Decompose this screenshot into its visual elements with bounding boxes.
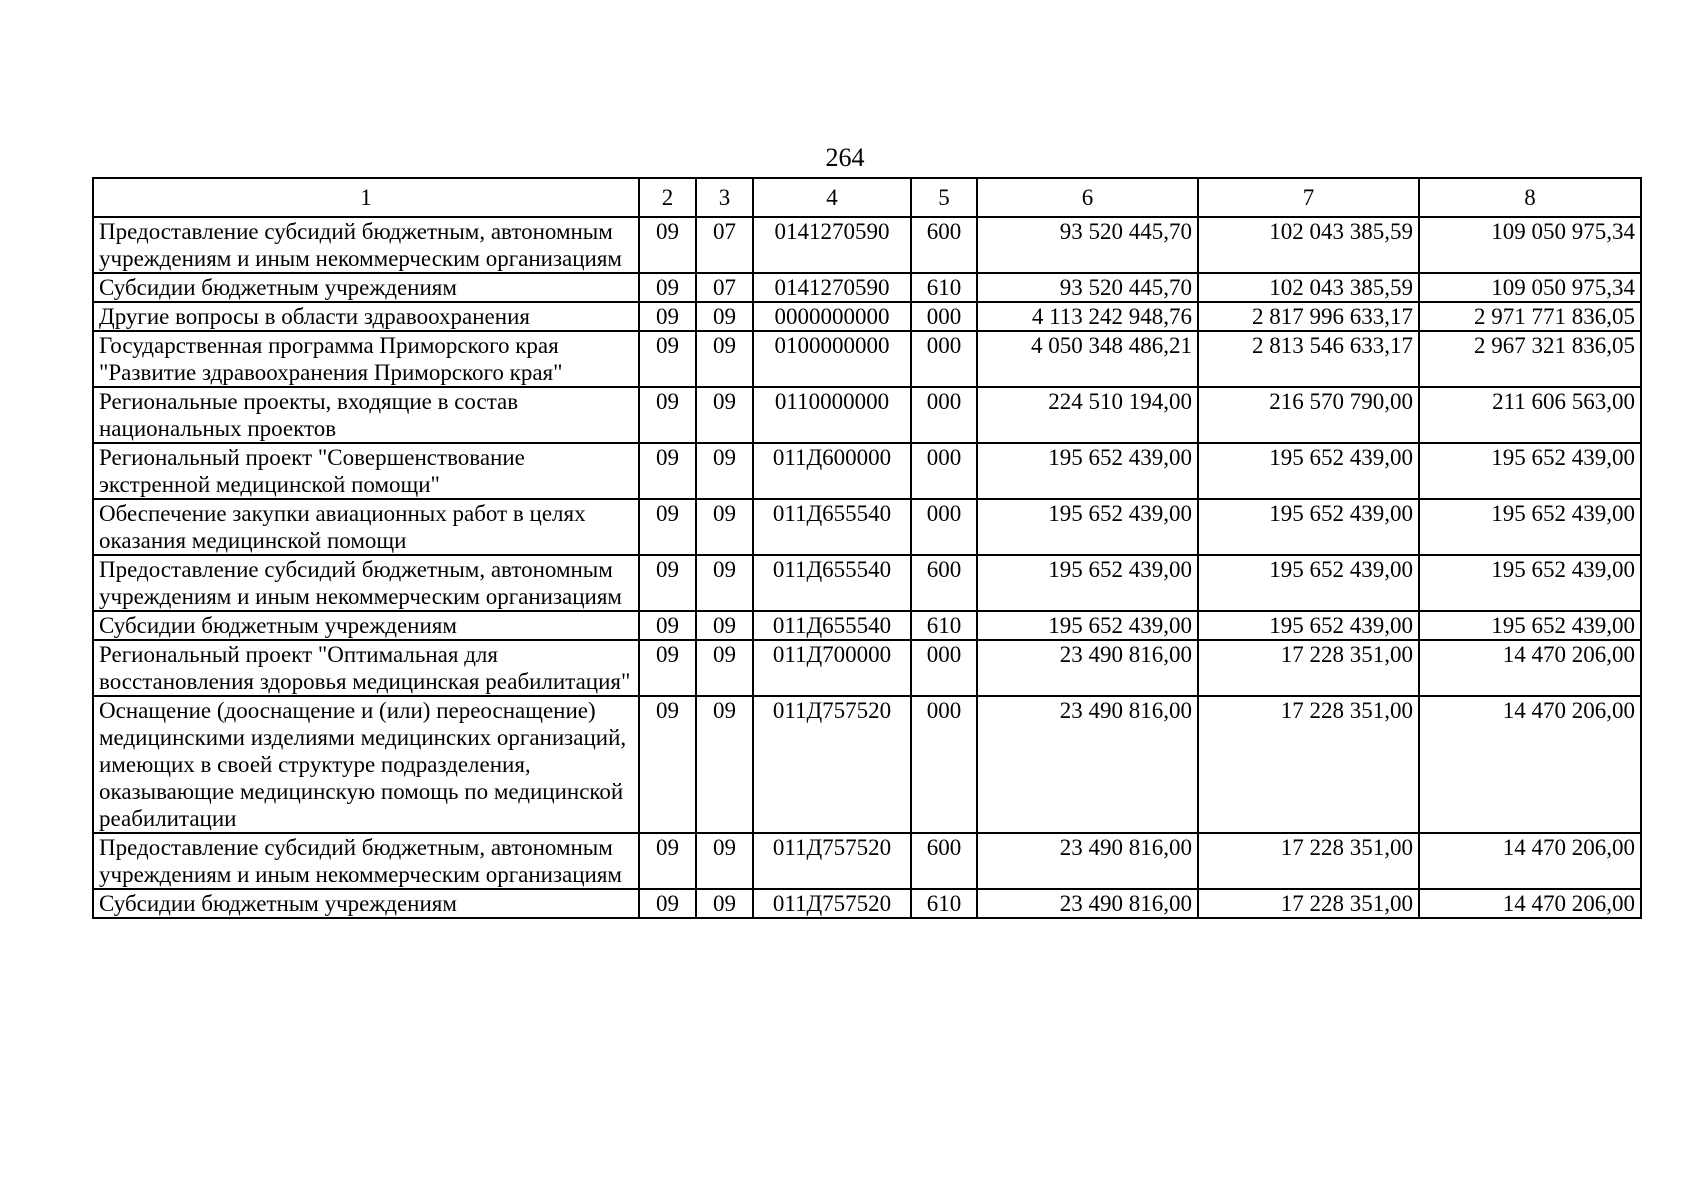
- expense-type-code: 610: [911, 273, 977, 302]
- amount-col-7: 102 043 385,59: [1198, 217, 1419, 273]
- table-row: [93, 555, 1641, 611]
- amount-col-6: 93 520 445,70: [977, 273, 1198, 302]
- amount-col-8: 109 050 975,34: [1419, 273, 1641, 302]
- target-article-code: 0000000000: [753, 302, 911, 331]
- column-header: 7: [1198, 178, 1419, 217]
- column-header: 3: [696, 178, 753, 217]
- amount-col-6: 23 490 816,00: [977, 889, 1198, 918]
- amount-col-7: 195 652 439,00: [1198, 499, 1419, 555]
- amount-col-8: 2 967 321 836,05: [1419, 331, 1641, 387]
- target-article-code: 011Д700000: [753, 640, 911, 696]
- subsection-code: 09: [696, 833, 753, 889]
- table-row: [93, 331, 1641, 387]
- expense-type-code: 610: [911, 889, 977, 918]
- section-code: 09: [639, 611, 696, 640]
- table-row: [93, 833, 1641, 889]
- table-row: [93, 696, 1641, 833]
- table-body: [93, 217, 1641, 918]
- expense-type-code: 000: [911, 302, 977, 331]
- section-code: 09: [639, 302, 696, 331]
- amount-col-6: 224 510 194,00: [977, 387, 1198, 443]
- target-article-code: 011Д655540: [753, 611, 911, 640]
- amount-col-7: 102 043 385,59: [1198, 273, 1419, 302]
- target-article-code: 011Д600000: [753, 443, 911, 499]
- amount-col-7: 216 570 790,00: [1198, 387, 1419, 443]
- subsection-code: 09: [696, 889, 753, 918]
- amount-col-7: 2 817 996 633,17: [1198, 302, 1419, 331]
- target-article-code: 0141270590: [753, 273, 911, 302]
- subsection-code: 09: [696, 331, 753, 387]
- item-name: Государственная программа Приморского края "Развитие здравоохранения Приморского края": [93, 331, 639, 387]
- amount-col-7: 195 652 439,00: [1198, 555, 1419, 611]
- amount-col-7: 195 652 439,00: [1198, 611, 1419, 640]
- amount-col-6: 23 490 816,00: [977, 833, 1198, 889]
- expense-type-code: 600: [911, 555, 977, 611]
- amount-col-7: 195 652 439,00: [1198, 443, 1419, 499]
- table-row: [93, 443, 1641, 499]
- item-name: Предоставление субсидий бюджетным, автономным учреждениям и иным некоммерческим организациям: [93, 833, 639, 889]
- subsection-code: 09: [696, 387, 753, 443]
- amount-col-8: 195 652 439,00: [1419, 555, 1641, 611]
- expense-type-code: 600: [911, 833, 977, 889]
- table-row: [93, 387, 1641, 443]
- amount-col-7: 17 228 351,00: [1198, 696, 1419, 833]
- subsection-code: 09: [696, 443, 753, 499]
- item-name: Региональные проекты, входящие в состав национальных проектов: [93, 387, 639, 443]
- target-article-code: 011Д757520: [753, 889, 911, 918]
- column-header: 2: [639, 178, 696, 217]
- expense-type-code: 000: [911, 640, 977, 696]
- section-code: 09: [639, 217, 696, 273]
- amount-col-8: 14 470 206,00: [1419, 696, 1641, 833]
- table-row: [93, 611, 1641, 640]
- table-row: [93, 640, 1641, 696]
- amount-col-6: 93 520 445,70: [977, 217, 1198, 273]
- section-code: 09: [639, 273, 696, 302]
- expense-type-code: 000: [911, 331, 977, 387]
- amount-col-8: 195 652 439,00: [1419, 499, 1641, 555]
- page-number: 264: [825, 143, 865, 172]
- section-code: 09: [639, 443, 696, 499]
- column-header: 6: [977, 178, 1198, 217]
- item-name: Оснащение (дооснащение и (или) переоснащение) медицинскими изделиями медицинских организаций, имеющих в своей структуре подразделения, оказывающие медицинскую помощь по медицинской реабилитации: [93, 696, 639, 833]
- amount-col-8: 195 652 439,00: [1419, 611, 1641, 640]
- item-name: Субсидии бюджетным учреждениям: [93, 611, 639, 640]
- amount-col-8: 14 470 206,00: [1419, 889, 1641, 918]
- subsection-code: 09: [696, 640, 753, 696]
- amount-col-7: 2 813 546 633,17: [1198, 331, 1419, 387]
- section-code: 09: [639, 387, 696, 443]
- item-name: Субсидии бюджетным учреждениям: [93, 889, 639, 918]
- column-header: 5: [911, 178, 977, 217]
- amount-col-6: 195 652 439,00: [977, 611, 1198, 640]
- expense-type-code: 000: [911, 443, 977, 499]
- amount-col-8: 14 470 206,00: [1419, 833, 1641, 889]
- header-row: [93, 178, 1641, 217]
- section-code: 09: [639, 833, 696, 889]
- subsection-code: 09: [696, 302, 753, 331]
- subsection-code: 09: [696, 696, 753, 833]
- amount-col-7: 17 228 351,00: [1198, 889, 1419, 918]
- column-header: 4: [753, 178, 911, 217]
- target-article-code: 011Д655540: [753, 499, 911, 555]
- amount-col-6: 4 050 348 486,21: [977, 331, 1198, 387]
- table-row: [93, 302, 1641, 331]
- target-article-code: 011Д655540: [753, 555, 911, 611]
- section-code: 09: [639, 640, 696, 696]
- expense-type-code: 000: [911, 696, 977, 833]
- item-name: Субсидии бюджетным учреждениям: [93, 273, 639, 302]
- target-article-code: 011Д757520: [753, 833, 911, 889]
- item-name: Предоставление субсидий бюджетным, автономным учреждениям и иным некоммерческим организациям: [93, 217, 639, 273]
- section-code: 09: [639, 696, 696, 833]
- target-article-code: 0100000000: [753, 331, 911, 387]
- item-name: Другие вопросы в области здравоохранения: [93, 302, 639, 331]
- table-row: [93, 217, 1641, 273]
- amount-col-6: 23 490 816,00: [977, 696, 1198, 833]
- amount-col-6: 195 652 439,00: [977, 443, 1198, 499]
- subsection-code: 07: [696, 217, 753, 273]
- budget-table: [92, 177, 1642, 919]
- expense-type-code: 610: [911, 611, 977, 640]
- amount-col-8: 109 050 975,34: [1419, 217, 1641, 273]
- item-name: Региональный проект "Совершенствование экстренной медицинской помощи": [93, 443, 639, 499]
- target-article-code: 011Д757520: [753, 696, 911, 833]
- amount-col-7: 17 228 351,00: [1198, 833, 1419, 889]
- amount-col-8: 14 470 206,00: [1419, 640, 1641, 696]
- column-header: 8: [1419, 178, 1641, 217]
- subsection-code: 09: [696, 499, 753, 555]
- amount-col-8: 2 971 771 836,05: [1419, 302, 1641, 331]
- expense-type-code: 000: [911, 499, 977, 555]
- amount-col-6: 195 652 439,00: [977, 499, 1198, 555]
- item-name: Обеспечение закупки авиационных работ в целях оказания медицинской помощи: [93, 499, 639, 555]
- amount-col-8: 195 652 439,00: [1419, 443, 1641, 499]
- section-code: 09: [639, 499, 696, 555]
- table-row: [93, 499, 1641, 555]
- column-header: 1: [93, 178, 639, 217]
- table-row: [93, 273, 1641, 302]
- target-article-code: 0141270590: [753, 217, 911, 273]
- amount-col-6: 23 490 816,00: [977, 640, 1198, 696]
- expense-type-code: 600: [911, 217, 977, 273]
- table-row: [93, 889, 1641, 918]
- expense-type-code: 000: [911, 387, 977, 443]
- amount-col-6: 4 113 242 948,76: [977, 302, 1198, 331]
- amount-col-8: 211 606 563,00: [1419, 387, 1641, 443]
- section-code: 09: [639, 555, 696, 611]
- item-name: Региональный проект "Оптимальная для восстановления здоровья медицинская реабилитация": [93, 640, 639, 696]
- target-article-code: 0110000000: [753, 387, 911, 443]
- item-name: Предоставление субсидий бюджетным, автономным учреждениям и иным некоммерческим организациям: [93, 555, 639, 611]
- amount-col-7: 17 228 351,00: [1198, 640, 1419, 696]
- section-code: 09: [639, 331, 696, 387]
- subsection-code: 07: [696, 273, 753, 302]
- subsection-code: 09: [696, 611, 753, 640]
- subsection-code: 09: [696, 555, 753, 611]
- section-code: 09: [639, 889, 696, 918]
- amount-col-6: 195 652 439,00: [977, 555, 1198, 611]
